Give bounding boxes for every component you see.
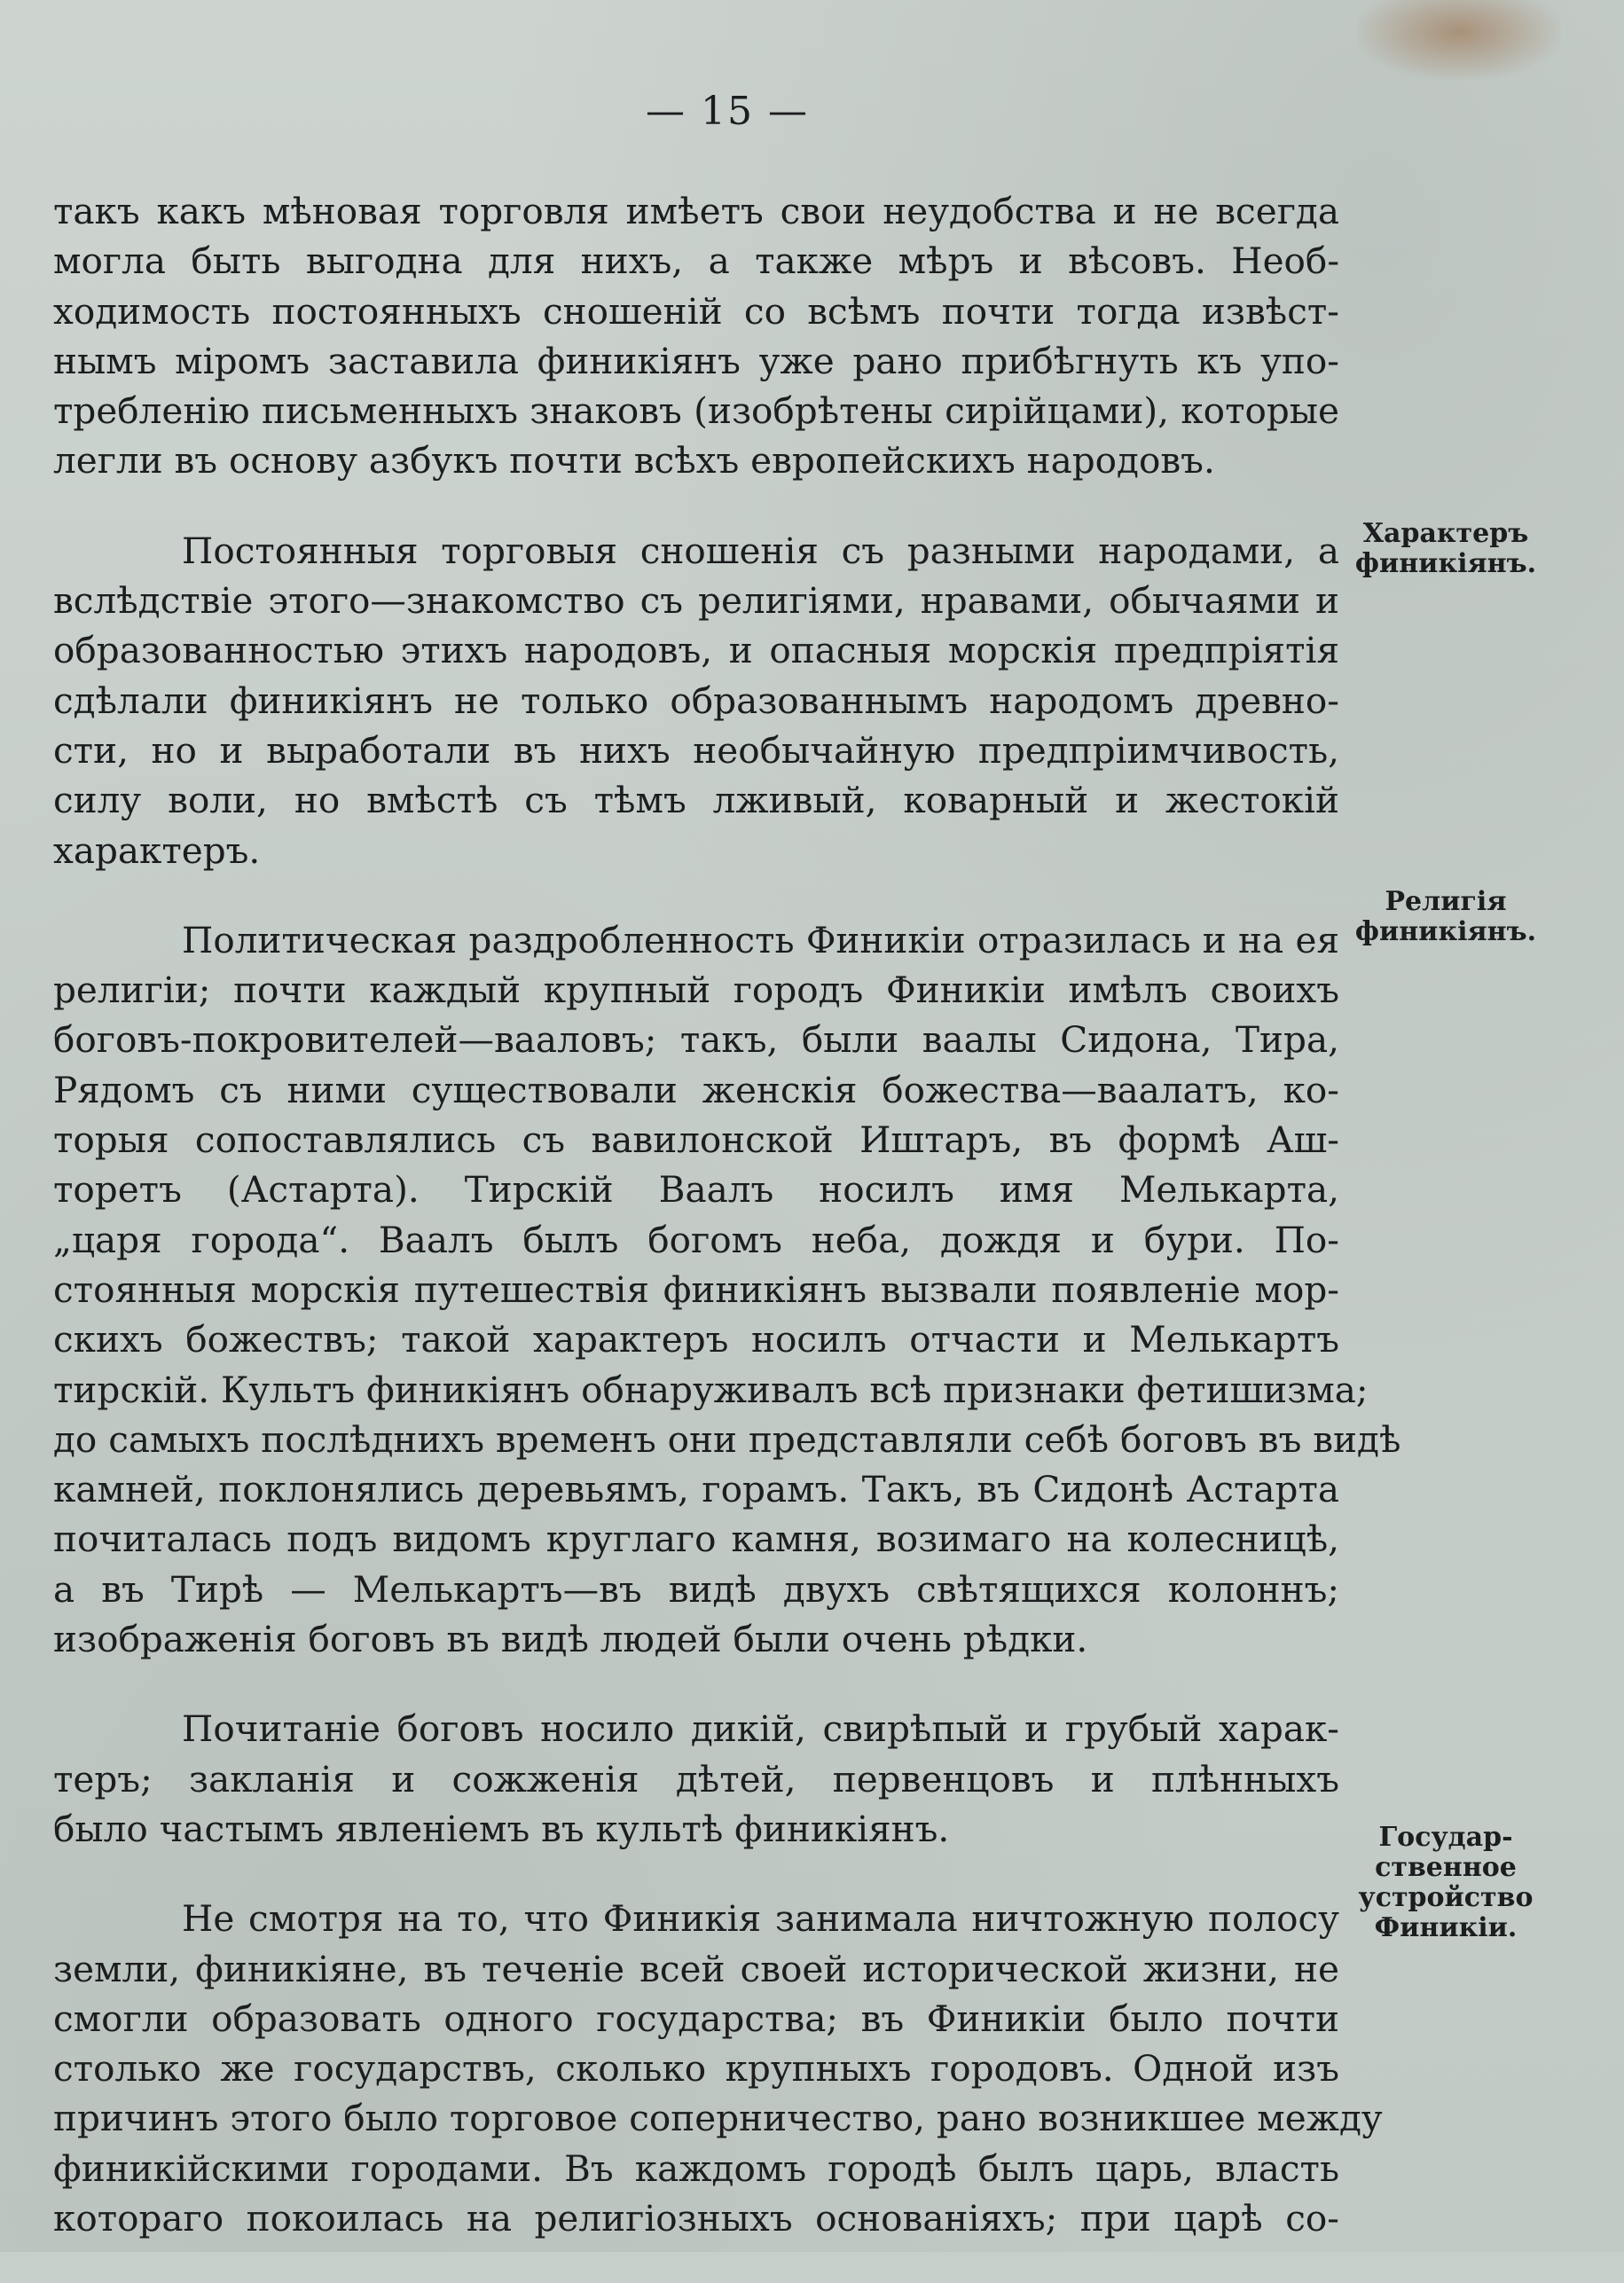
paper-stain xyxy=(1357,0,1561,80)
text-line: финикійскими городами. Въ каждомъ городѣ былъ царь, власть xyxy=(53,2146,1339,2190)
main-text-column xyxy=(53,186,1401,2283)
margin-note-character xyxy=(1344,519,1548,579)
text-line: столько же государствъ, сколько крупныхъ городовъ. Одной изъ xyxy=(53,2047,1339,2091)
text-line: такъ какъ мѣновая торговля имѣетъ свои неудобства и не всегда xyxy=(53,190,1339,232)
text-line: Почитаніе боговъ носило дикій, свирѣпый и грубый харак- xyxy=(182,1707,1339,1751)
margin-note-line: Религія xyxy=(1385,886,1507,917)
margin-note-line: Характеръ xyxy=(1362,518,1529,549)
text-line: смогли образовать одного государства; въ Финикіи было почти xyxy=(53,1997,1339,2040)
text-line: было частымъ явленіемъ въ культѣ финикіянъ. xyxy=(53,1807,950,1850)
text-line: образованностью этихъ народовъ, и опасныя морскія предпріятія xyxy=(53,629,1339,672)
text-line: ходимость постоянныхъ сношеній со всѣмъ почти тогда извѣст- xyxy=(53,289,1339,333)
text-line: стоянныя морскія путешествія финикіянъ вызвали появленіе мор- xyxy=(53,1267,1339,1311)
text-line: Не смотря на то, что Финикія занимала ничтожную полосу xyxy=(182,1897,1339,1941)
text-line: боговъ-покровителей—вааловъ; такъ, были ваалы Сидона, Тира, xyxy=(53,1018,1339,1062)
text-line: легли въ основу азбукъ почти всѣхъ европейскихъ народовъ. xyxy=(53,439,1215,482)
text-line: почиталась подъ видомъ круглаго камня, возимаго на колесницѣ, xyxy=(53,1518,1339,1561)
text-line: „царя города“. Ваалъ былъ богомъ неба, дождя и бури. По- xyxy=(53,1218,1339,1261)
text-line: а въ Тирѣ — Мелькартъ—въ видѣ двухъ свѣтящихся колоннъ; xyxy=(53,1567,1339,1611)
text-line: земли, финикіяне, въ теченіе всей своей исторической жизни, не xyxy=(53,1947,1339,1990)
margin-note-line: финикіянъ. xyxy=(1354,916,1537,947)
text-line: Рядомъ съ ними существовали женскія божества—ваалатъ, ко- xyxy=(53,1068,1339,1111)
margin-note-line: финикіянъ. xyxy=(1354,548,1537,579)
text-line: сдѣлали финикіянъ не только образованнымъ народомъ древно- xyxy=(53,679,1339,722)
margin-note-religion xyxy=(1344,887,1548,947)
paragraph-3 xyxy=(53,915,1401,1664)
paragraph-4 xyxy=(53,1704,1339,1854)
text-line: сти, но и выработали въ нихъ необычайную предпріимчивость, xyxy=(53,728,1339,772)
text-line: характеръ. xyxy=(53,828,261,872)
text-line: камней, поклонялись деревьямъ, горамъ. Такъ, въ Сидонѣ Астарта xyxy=(53,1468,1339,1511)
text-line: могла быть выгодна для нихъ, а также мѣръ и вѣсовъ. Необ- xyxy=(53,239,1339,283)
text-line: торыя сопоставлялись съ вавилонской Иштаръ, въ формѣ Аш- xyxy=(53,1118,1339,1162)
text-line: вслѣдствіе этого—знакомство съ религіями, нравами, обычаями и xyxy=(53,579,1339,623)
text-line: причинъ этого было торговое соперничество, рано возникшее между xyxy=(53,2097,1383,2140)
text-line: требленію письменныхъ знаковъ (изобрѣтены сирійцами), которые xyxy=(53,389,1339,433)
text-line: теръ; закланія и сожженія дѣтей, первенцовъ и плѣнныхъ xyxy=(53,1757,1339,1801)
text-line: котораго покоилась на религіозныхъ основаніяхъ; при царѣ со- xyxy=(53,2196,1339,2240)
text-line: силу воли, но вмѣстѣ съ тѣмъ лживый, коварный и жестокій xyxy=(53,779,1339,822)
text-line: нымъ міромъ заставила финикіянъ уже рано прибѣгнуть къ упо- xyxy=(53,339,1339,382)
text-line: тирскій. Культъ финикіянъ обнаруживалъ всѣ признаки фетишизма; xyxy=(53,1368,1369,1411)
margin-note-line: устройство xyxy=(1358,1882,1534,1913)
text-line: торетъ (Астарта). Тирскій Ваалъ носилъ имя Мелькарта, xyxy=(53,1168,1339,1212)
margin-note-state xyxy=(1344,1823,1548,1943)
page-number: — 15 — xyxy=(646,89,809,134)
text-line: религіи; почти каждый крупный городъ Финикіи имѣлъ своихъ xyxy=(53,969,1339,1012)
text-line: до самыхъ послѣднихъ временъ они представляли себѣ боговъ въ видѣ xyxy=(53,1417,1401,1461)
margin-note-line: Государ- xyxy=(1378,1822,1513,1853)
paragraph-2 xyxy=(53,526,1339,875)
text-line: Постоянныя торговыя сношенія съ разными народами, а xyxy=(182,529,1339,572)
paragraph-5 xyxy=(53,1894,1383,2243)
text-line: скихъ божествъ; такой характеръ носилъ отчасти и Мелькартъ xyxy=(53,1318,1339,1361)
margin-note-line: Финикіи. xyxy=(1374,1912,1518,1943)
text-line: изображенія боговъ въ видѣ людей были очень рѣдки. xyxy=(53,1618,1088,1661)
paragraph-1 xyxy=(53,186,1339,486)
text-line: Политическая раздробленность Финикіи отразилась и на ея xyxy=(182,918,1339,961)
margin-note-line: ственное xyxy=(1375,1852,1517,1883)
